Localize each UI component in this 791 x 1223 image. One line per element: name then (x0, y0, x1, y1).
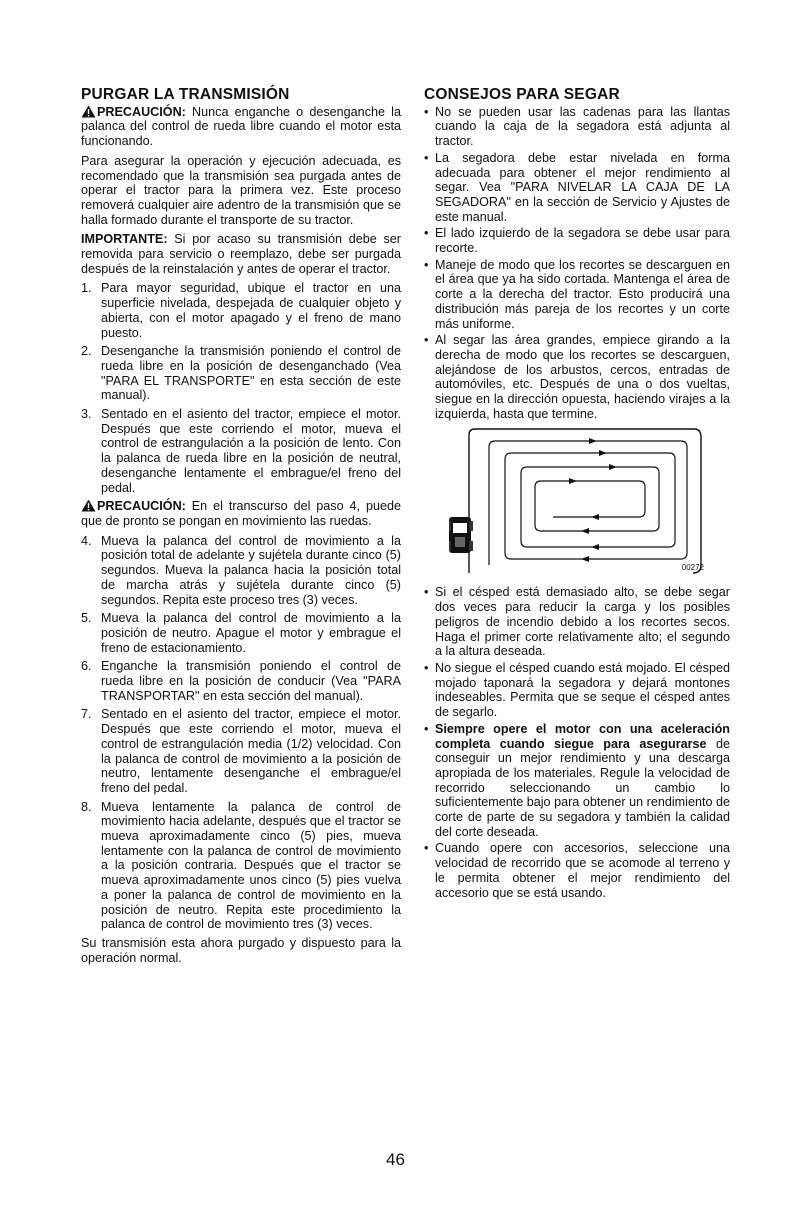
step-text: Sentado en el asiento del tractor, empiece el motor. Después que este corriendo el motor, mueva el control de estrangulación a la posición de lento. Con la palanca de rueda libre en la posición de neutral, desenganche lentamente el embrague/el freno del pedal. (101, 407, 401, 495)
tip-item (424, 333, 730, 421)
caution-text: En el transcurso del paso 4, puede que de pronto se pongan en movimiento las ruedas. (81, 499, 401, 528)
step-text: Mueva lentamente la palanca de control de movimiento hacia adelante, después que el tractor se mueva aproximadamente cinco (5) pies, mueva lentamente con la palanca de control de movimiento a la posición contraria. Después que el tractor se mueva aproximadamente unos cinco (5) pies vuelva a poner la palanca de control de movimiento en la posición de neutro. Repita este procedimiento la palanca de control de movimiento tres (3) veces. (101, 799, 401, 932)
step-item (81, 611, 401, 655)
caution-paragraph-1 (81, 105, 401, 149)
bullet-icon: • (424, 333, 429, 348)
step-item (81, 800, 401, 932)
bullet-icon: • (424, 721, 429, 736)
step-text: Para mayor seguridad, ubique el tractor en una superficie nivelada, despejada de cualquier objeto y abierta, con el motor apagado y el freno de mano puesto. (101, 281, 401, 340)
caution-label: PRECAUCIÓN: (97, 104, 186, 119)
step-item (81, 659, 401, 703)
tip-bold-text: Siempre opere el motor con una aceleración completa cuando siegue para asegurarse (435, 721, 730, 751)
right-column (424, 88, 730, 902)
step-text: Mueva la palanca del control de movimiento a la posición de neutro. Apague el motor y embrague el freno de estacionamiento. (101, 611, 401, 655)
important-label: IMPORTANTE: (81, 232, 168, 247)
tractor-icon (449, 517, 473, 553)
step-number: 5. (81, 611, 92, 626)
bullet-icon: • (424, 585, 429, 600)
step-number: 1. (81, 281, 92, 296)
intro-paragraph: Para asegurar la operación y ejecución adecuada, es recomendado que la transmisión sea purgada antes de operar el tractor para la primera vez. Este proceso removerá cualquier aire adentro de la transmisión que se halla formado durante el transporte de su tractor. (81, 153, 401, 227)
section-heading-purge: PURGAR LA TRANSMISIÓN (81, 86, 290, 103)
important-paragraph (81, 232, 401, 276)
step-number: 2. (81, 344, 92, 359)
bullet-icon: • (424, 150, 429, 165)
important-text: Si por acaso su transmisión debe ser removida para servicio o reemplazo, debe ser purgada después de la reinstalación y antes de operar el tractor. (81, 232, 401, 276)
tip-text: El lado izquierdo de la segadora se debe usar para recorte. (435, 226, 730, 256)
tip-item (424, 661, 730, 720)
tips-list-b (424, 585, 730, 900)
tip-text: No se pueden usar las cadenas para las llantas cuando la caja de la segadora está adjunta al tractor. (435, 104, 730, 149)
bullet-icon: • (424, 841, 429, 856)
tip-text: No siegue el césped cuando está mojado. El césped mojado taponará la segadora y dejará montones indeseables. Permita que se seque el césped antes de segarlo. (435, 660, 730, 720)
caution-paragraph-2 (81, 499, 401, 528)
tip-text: Al segar las área grandes, empiece girando a la derecha de modo que los recortes se descarguen, alejándose de los arbustos, cercos, entradas de automóviles, etc. Después de una o dos vueltas, siegue en la dirección opuesta, haciendo virajes a la izquierda, hasta que termine. (435, 333, 730, 421)
step-text: Mueva la palanca del control de movimiento a la posición total de adelante y sujétela durante cinco (5) segundos. Mueva la palanca hacia la posición total de marcha atrás y sujétela durante cinco (5) segundos. Repita este proceso tres (3) veces. (101, 533, 401, 607)
bullet-icon: • (424, 226, 429, 241)
caution-label: PRECAUCIÓN: (97, 499, 186, 514)
step-number: 4. (81, 533, 92, 548)
tip-item (424, 105, 730, 149)
warning-triangle-icon (81, 105, 96, 118)
step-number: 3. (81, 407, 92, 422)
caution-text: Nunca enganche o desenganche la palanca del control de rueda libre cuando el motor esta funcionando. (81, 104, 401, 149)
step-text: Sentado en el asiento del tractor, empiece el motor. Después que este corriendo el motor, mueva el control de estrangulación media (1/2) velocidad. Con la palanca de control de movimiento a la posición de neutro, lentamente desenganche el embrague/el freno del pedal. (101, 707, 401, 795)
step-item (81, 344, 401, 403)
step-item (81, 281, 401, 340)
bullet-icon: • (424, 660, 429, 675)
tip-text: Si el césped está demasiado alto, se debe segar dos veces para reducir la carga y los posibles peligros de incendio debido a los recortes secos. Haga el primer corte relativamente alto; el segundo a la altura deseada. (435, 585, 730, 659)
tip-item (424, 151, 730, 225)
tip-item (424, 722, 730, 840)
mowing-pattern-diagram (449, 425, 709, 575)
step-text: Desenganche la transmisión poniendo el control de rueda libre en la posición de desenganchado (Vea "PARA EL TRANSPORTE" en esta sección de este manual). (101, 344, 401, 403)
warning-triangle-icon (81, 499, 96, 512)
step-text: Enganche la transmisión poniendo el control de rueda libre en la posición de conducir (Vea "PARA TRANSPORTAR" en esta sección del manual). (101, 659, 401, 703)
tip-text: de conseguir un mejor rendimiento y una descarga apropiada de los materiales. Regule la velocidad de recorrido seleccionando un cambio lo suficientemente bajo para obtener un rendimiento de corte de parte de su segadora y también la calidad del corte deseada. (435, 736, 730, 839)
mowing-pattern-drawing (449, 425, 709, 575)
step-item (81, 534, 401, 608)
tip-text: Cuando opere con accesorios, seleccione una velocidad de recorrido que se acomode al terreno y le permita obtener el mejor rendimiento del accesorio que se está usando. (435, 841, 730, 900)
bullet-icon: • (424, 257, 429, 272)
step-number: 7. (81, 707, 92, 722)
tip-item (424, 226, 730, 255)
step-number: 8. (81, 799, 92, 814)
tip-item (424, 841, 730, 900)
tip-item (424, 258, 730, 332)
tip-text: Maneje de modo que los recortes se descarguen en el área que ya ha sido cortada. Mantenga el área de corte a la derecha del tractor. Esto producirá una distribución más pareja de los recortes y un corte más uniforme. (435, 257, 730, 331)
step-number: 6. (81, 659, 92, 674)
left-column (81, 88, 401, 970)
page-number: 46 (386, 1150, 405, 1169)
closing-paragraph: Su transmisión esta ahora purgado y dispuesto para la operación normal. (81, 935, 401, 965)
bullet-icon: • (424, 104, 429, 119)
steps-list-b (81, 534, 401, 932)
step-item (81, 707, 401, 795)
step-item (81, 407, 401, 495)
tips-list-a (424, 105, 730, 422)
tip-text: La segadora debe estar nivelada en forma adecuada para obtener el mejor rendimiento al segar. Vea "PARA NIVELAR LA CAJA DE LA SEGADORA" en la sección de Servicio y Ajustes de este manual. (435, 150, 730, 224)
figure-code: 00272 (681, 562, 704, 572)
section-heading-mowing-tips: CONSEJOS PARA SEGAR (424, 86, 620, 103)
tip-item (424, 585, 730, 659)
steps-list-a (81, 281, 401, 495)
